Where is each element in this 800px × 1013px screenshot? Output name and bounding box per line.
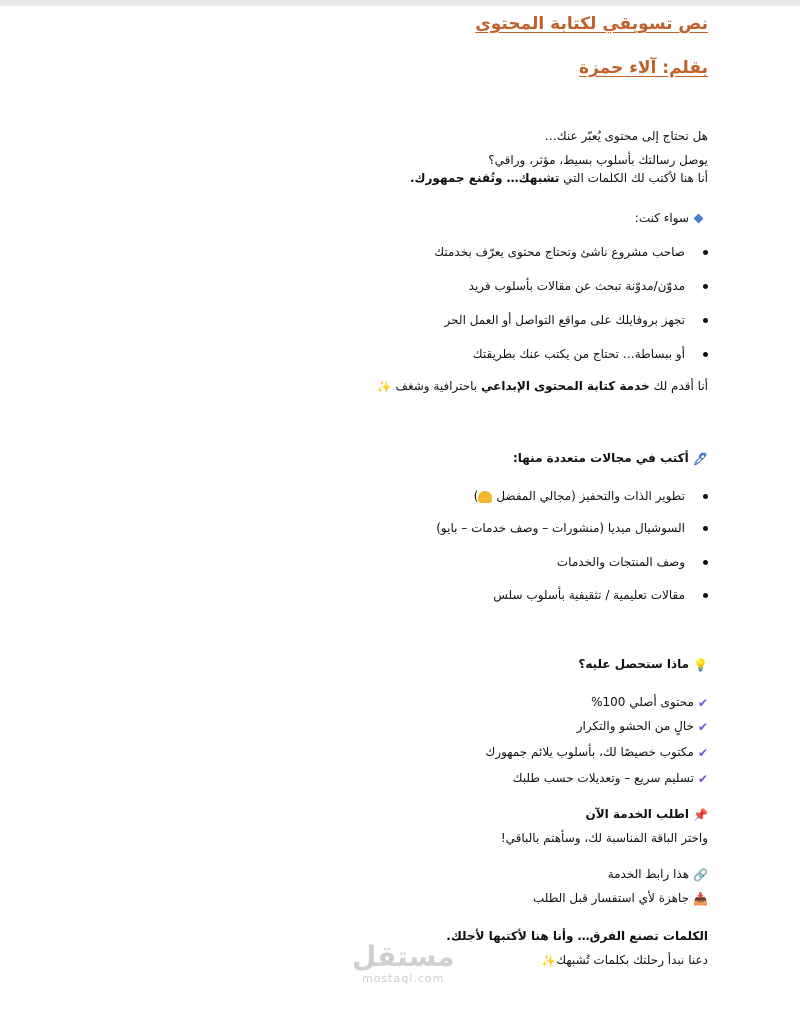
intro-line-3-bold: تشبهك… وتُقنع جمهورك. (409, 171, 560, 185)
list-item (434, 244, 708, 260)
watermark-arabic: مستقل (352, 940, 455, 973)
list-item (474, 488, 708, 504)
audience-heading-text: سواء كنت: (634, 211, 689, 225)
link-icon: 🔗 (693, 867, 708, 882)
benefit-item (485, 744, 708, 761)
benefit-item-text: خالٍ من الحشو والتكرار (576, 719, 694, 733)
heart-icon (478, 491, 492, 503)
check-icon: ✔ (697, 695, 708, 710)
bullet-dot-icon (703, 352, 708, 357)
list-item (473, 346, 708, 362)
offer-text-post: باحترافية وشغف (395, 379, 481, 393)
service-link[interactable] (608, 866, 708, 883)
benefits-heading-text: ماذا ستحصل عليه؟ (578, 657, 690, 671)
benefit-item (591, 694, 708, 711)
list-item-text: السوشيال ميديا (منشورات – وصف خدمات – بايو) (436, 521, 685, 535)
list-item (493, 587, 708, 603)
benefit-item-text: مكتوب خصيصًا لك، بأسلوب يلائم جمهورك (485, 745, 694, 759)
offer-line (373, 378, 708, 395)
top-bar (0, 0, 800, 6)
list-item-text: أو ببساطة… تحتاج من يكتب عنك بطريقتك (472, 347, 685, 361)
diamond-bullet-icon (694, 214, 704, 224)
inquiry-line (533, 890, 708, 907)
list-item-text: صاحب مشروع ناشئ وتحتاج محتوى يعرّف بخدمتك (434, 245, 685, 259)
document-title: نص تسويقي لكتابة المحتوى (475, 14, 708, 34)
benefit-item (513, 770, 708, 787)
bullet-dot-icon (703, 494, 708, 499)
pushpin-icon: 📌 (693, 807, 708, 822)
sparkles-icon: ✨ (376, 379, 392, 394)
closing-bold-line: الكلمات تصنع الفرق… وأنا هنا لأكتبها لأجلك. (446, 929, 708, 943)
offer-text-pre: أنا أقدم لك (649, 379, 708, 393)
closing-line (537, 952, 708, 969)
check-icon: ✔ (697, 745, 708, 760)
cta-line: واختر الباقة المناسبة لك، وسأهتم بالباقي! (500, 831, 708, 845)
list-item (445, 312, 708, 328)
audience-heading (635, 210, 702, 226)
benefit-item-text: تسليم سريع – وتعديلات حسب طلبك (512, 771, 694, 785)
mostaql-watermark (352, 942, 454, 985)
list-item-text: مدوّن/مدوّنة تبحث عن مقالات بأسلوب فريد (468, 279, 685, 293)
list-item-text: تطوير الذات والتحفيز (مجالي المفضل (496, 489, 685, 503)
offer-text-bold: خدمة كتابة المحتوى الإبداعي (481, 379, 650, 393)
check-icon: ✔ (697, 771, 708, 786)
bullet-dot-icon (703, 526, 708, 531)
benefit-item (577, 718, 708, 735)
cta-heading (585, 806, 708, 823)
bullet-dot-icon (703, 284, 708, 289)
lightbulb-icon: 💡 (693, 657, 708, 672)
benefit-item-text: محتوى أصلي 100% (591, 695, 694, 709)
bullet-dot-icon (703, 593, 708, 598)
list-item (557, 554, 708, 570)
cta-heading-text: اطلب الخدمة الآن (585, 807, 690, 821)
intro-line-3 (410, 170, 708, 186)
list-item (469, 278, 708, 294)
fields-heading-text: أكتب في مجالات متعددة منها: (512, 451, 689, 465)
list-item-text: تجهز بروفايلك على مواقع التواصل أو العمل الحر (444, 313, 685, 327)
list-item-text: مقالات تعليمية / تثقيفية بأسلوب سلس (493, 588, 685, 602)
bullet-dot-icon (703, 560, 708, 565)
sparkles-icon: ✨ (541, 953, 557, 968)
closing-line-text: دعنا نبدأ رحلتك بكلمات تُشبهك (556, 953, 708, 967)
intro-line-3-text: أنا هنا لأكتب لك الكلمات التي (559, 171, 708, 185)
service-link-text[interactable]: هذا رابط الخدمة (607, 867, 690, 881)
list-item (436, 520, 708, 536)
fields-heading (513, 450, 708, 467)
list-item-text: وصف المنتجات والخدمات (556, 555, 685, 569)
inquiry-text: جاهزة لأي استفسار قبل الطلب (532, 891, 690, 905)
document-author: بقلم: آلاء حمزة (579, 58, 708, 78)
pen-icon: 🖊 (692, 451, 708, 466)
intro-line-2: يوصل رسالتك بأسلوب بسيط، مؤثر، وراقي؟ (488, 153, 708, 167)
intro-line-1: هل تحتاج إلى محتوى يُعبّر عنك… (544, 129, 708, 143)
watermark-latin: mostaql.com (362, 972, 445, 985)
bullet-dot-icon (703, 250, 708, 255)
benefits-heading (578, 656, 708, 673)
list-item-text-close: ) (473, 489, 479, 503)
check-icon: ✔ (697, 719, 708, 734)
inbox-icon: 📥 (693, 891, 708, 906)
bullet-dot-icon (703, 318, 708, 323)
